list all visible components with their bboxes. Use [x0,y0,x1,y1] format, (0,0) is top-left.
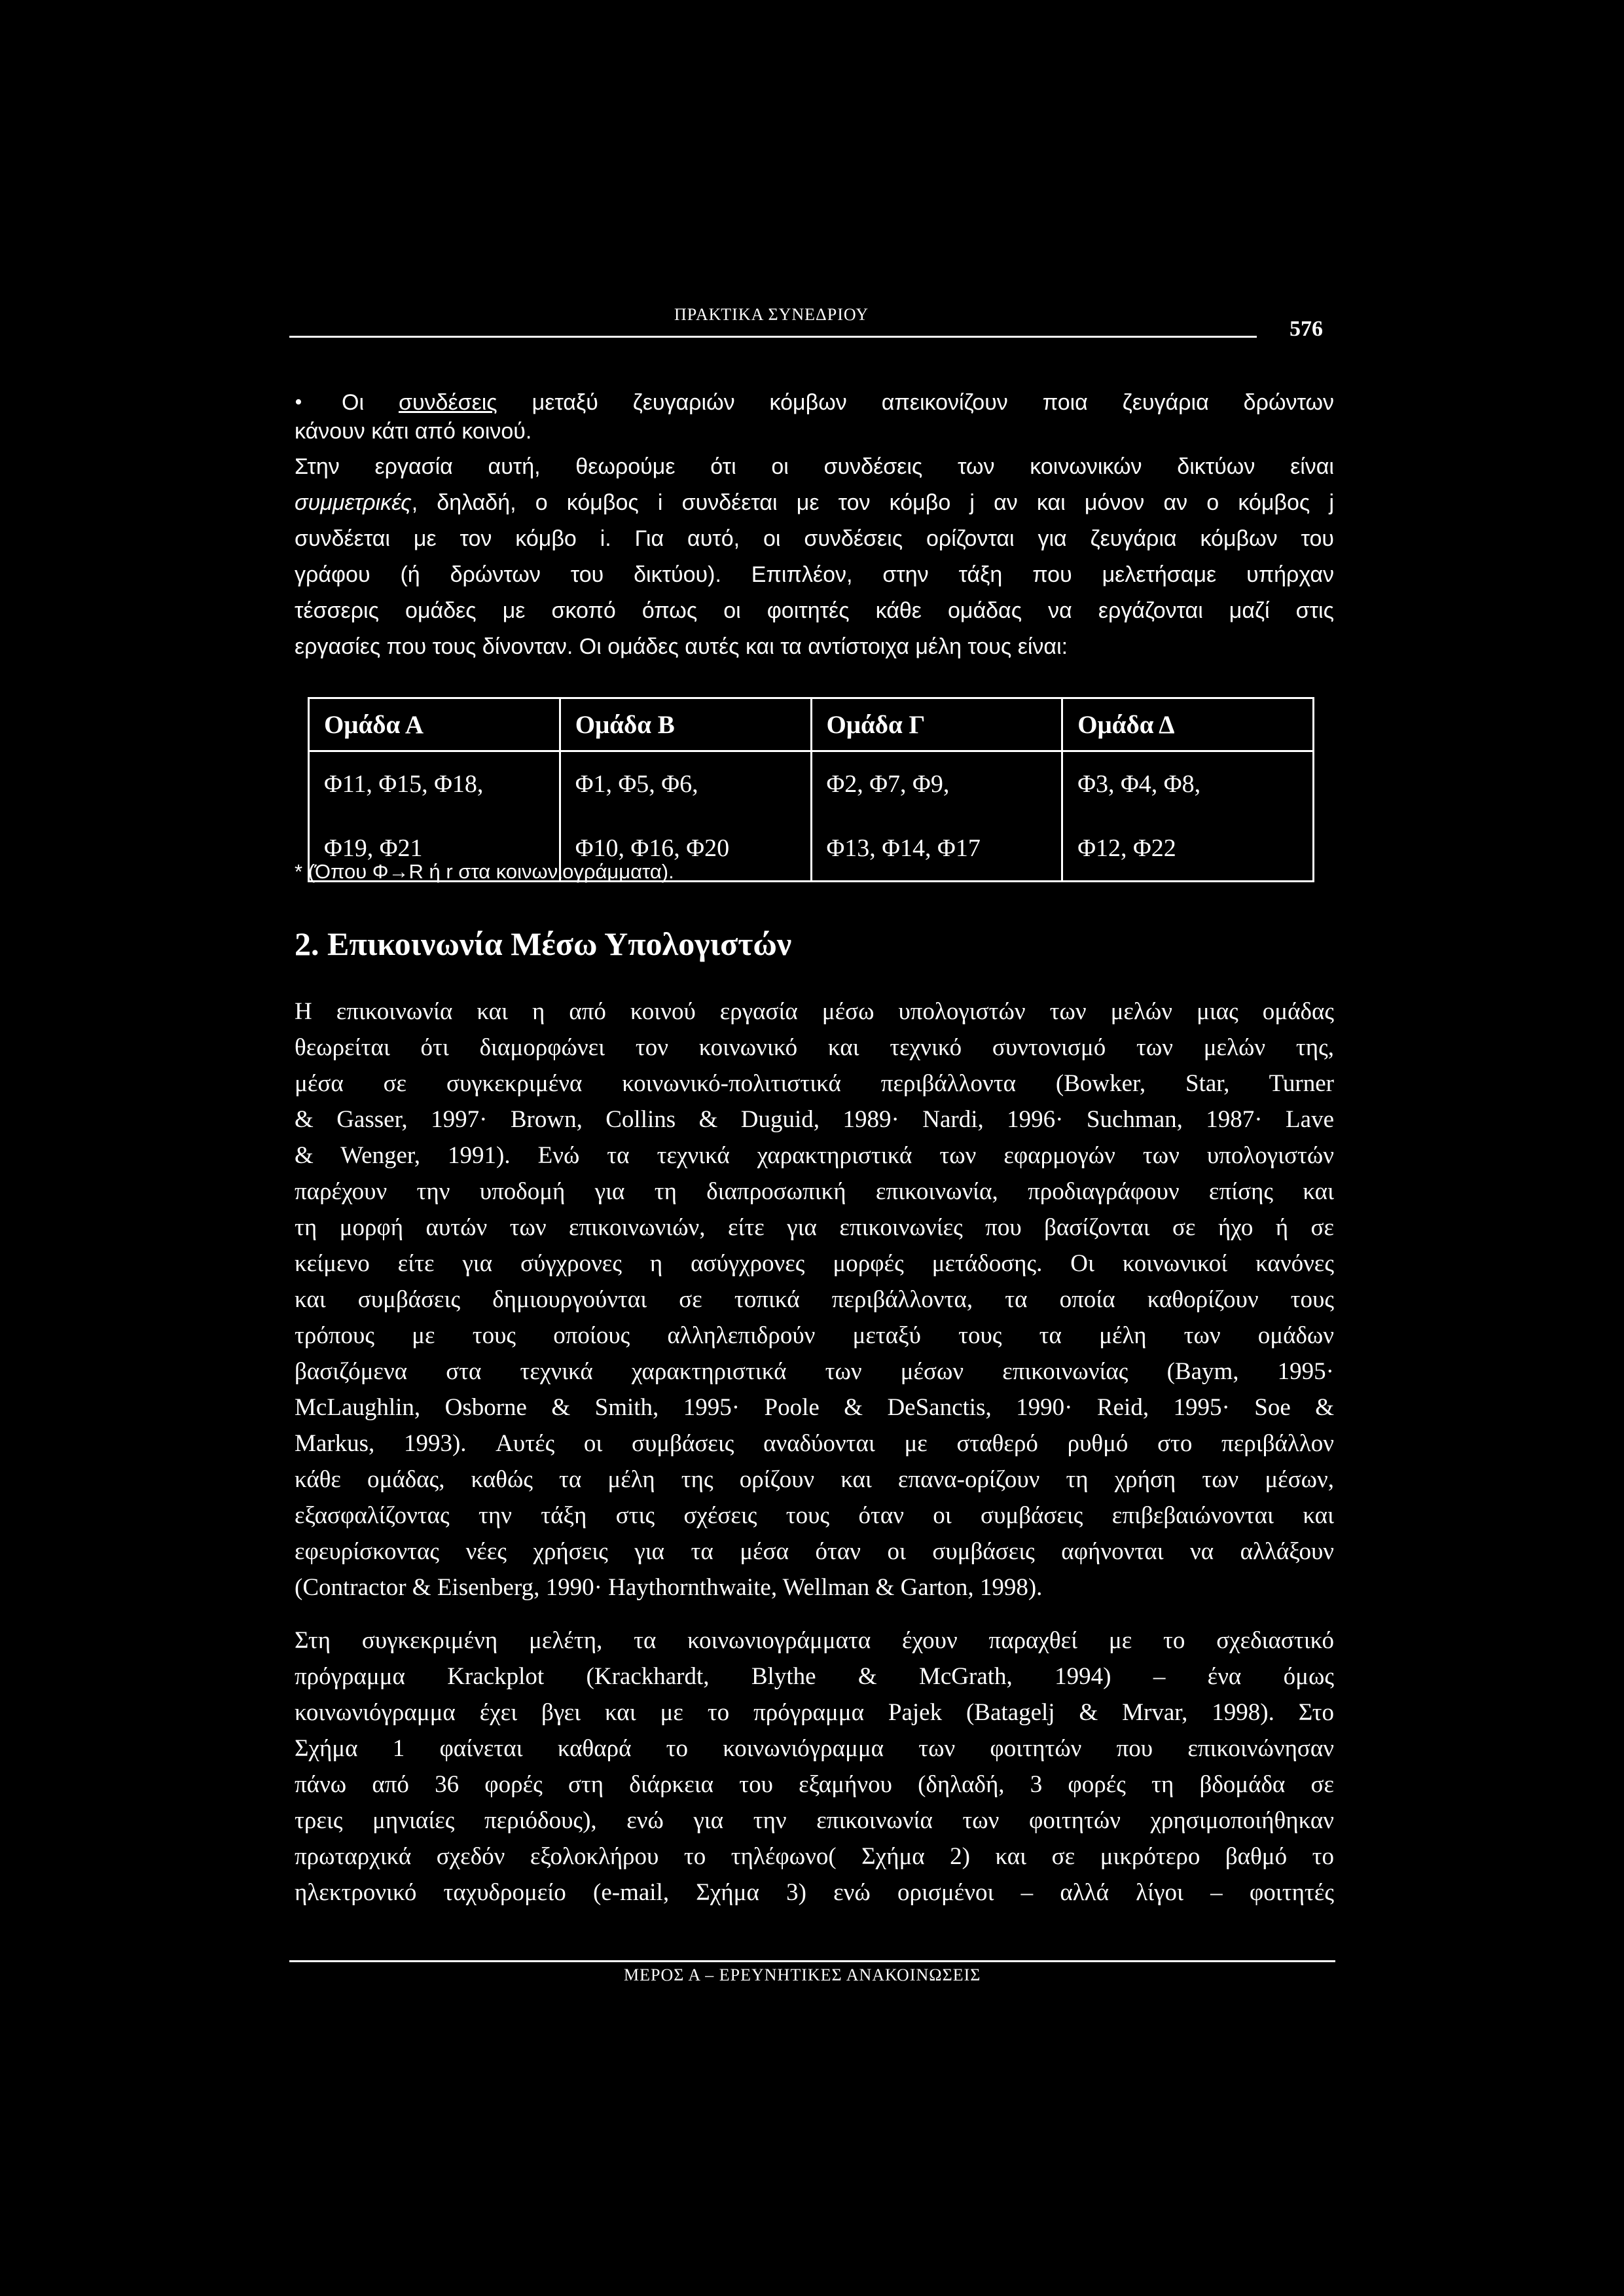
bullet-lead: Οι [342,390,364,415]
cell-line: Φ13, Φ14, Φ17 [826,834,981,862]
page-number: 576 [1290,317,1323,341]
cell-line: Φ2, Φ7, Φ9, [826,770,950,798]
bullet-marker: • [295,390,302,414]
bullet-rest: μεταξύ ζευγαριών κόμβων απεικονίζουν ποια ζευγάρια δρώντων [532,390,1334,415]
intro-line: τέσσερις ομάδες με σκοπό όπως οι φοιτητές κάθε ομάδας να εργάζονται μαζί στις [295,598,1334,623]
intro-line [295,488,1334,517]
paragraph-line: εξασφαλίζοντας την τάξη στις σχέσεις τους όταν οι συμβάσεις επιβεβαιώνονται και [295,1502,1334,1529]
cell-line: Φ10, Φ16, Φ20 [575,834,730,862]
header-rule [289,336,1257,338]
table-header-cell: Ομάδα Δ [1062,698,1314,751]
bullet-continuation: κάνουν κάτι από κοινού. [295,419,532,444]
table-header-cell: Ομάδα Γ [811,698,1062,751]
paragraph-line: βασιζόμενα στα τεχνικά χαρακτηριστικά των μέσων επικοινωνίας (Baym, 1995· [295,1358,1334,1385]
paragraph-line: Η επικοινωνία και η από κοινού εργασία μέσω υπολογιστών των μελών μιας ομάδας [295,998,1334,1025]
intro-line: γράφου (ή δρώντων του δικτύου). Επιπλέον, στην τάξη που μελετήσαμε υπήρχαν [295,562,1334,587]
paragraph-line: Markus, 1993). Αυτές οι συμβάσεις αναδύονται με σταθερό ρυθμό στο περιβάλλον [295,1430,1334,1457]
table-header-cell: Ομάδα Α [309,698,560,751]
italic-term: συμμετρικές [295,490,412,515]
paragraph-line: μέσα σε συγκεκριμένα κοινωνικό-πολιτιστικά περιβάλλοντα (Bowker, Star, Turner [295,1070,1334,1097]
paragraph-line: πάνω από 36 φορές στη διάρκεια του εξαμήνου (δηλαδή, 3 φορές τη βδομάδα σε [295,1771,1334,1798]
intro-line-rest: , δηλαδή, ο κόμβος i συνδέεται με τον κόμβο j αν και μόνον αν ο κόμβος j [411,490,1334,515]
bullet-text [342,388,1334,417]
paragraph-line: ηλεκτρονικό ταχυδρομείο (e-mail, Σχήμα 3) ενώ ορισμένοι – αλλά λίγοι – φοιτητές [295,1879,1334,1906]
intro-line: Στην εργασία αυτή, θεωρούμε ότι οι συνδέσεις των κοινωνικών δικτύων είναι [295,454,1334,479]
intro-line: συνδέεται με τον κόμβο i. Για αυτό, οι συνδέσεις ορίζονται για ζευγάρια κόμβων του [295,526,1334,551]
cell-line: Φ19, Φ21 [324,834,423,862]
paragraph-line: θεωρείται ότι διαμορφώνει τον κοινωνικό και τεχνικό συντονισμό των μελών της, [295,1034,1334,1061]
table-header-row [309,698,1314,751]
paragraph-line: κείμενο είτε για σύγχρονες η ασύγχρονες μορφές μετάδοσης. Οι κοινωνικοί κανόνες [295,1250,1334,1277]
groups-table [308,697,1314,882]
paragraph-line: & Wenger, 1991). Ενώ τα τεχνικά χαρακτηριστικά των εφαρμογών των υπολογιστών [295,1142,1334,1169]
running-header: ΠΡΑΚΤΙΚΑ ΣΥΝΕΔΡΙΟΥ [674,305,869,324]
table-note: * (Όπου Φ→R ή r στα κοινωνιογράμματα). [295,860,674,883]
paragraph-line: πρωταρχικά σχεδόν εξολοκλήρου το τηλέφωνο( Σχήμα 2) και σε μικρότερο βαθμό το [295,1843,1334,1870]
table-cell [811,751,1062,882]
paragraph-line: κάθε ομάδας, καθώς τα μέλη της ορίζουν και επανα-ορίζουν τη χρήση των μέσων, [295,1466,1334,1493]
paragraph-line: τρεις μηνιαίες περιόδους), ενώ για την επικοινωνία των φοιτητών χρησιμοποιήθηκαν [295,1807,1334,1834]
table-cell [1062,751,1314,882]
cell-line: Φ1, Φ5, Φ6, [575,770,698,798]
cell-line: Φ3, Φ4, Φ8, [1077,770,1201,798]
paragraph-line: και συμβάσεις δημιουργούνται σε τοπικά περιβάλλοντα, τα οποία καθορίζουν τους [295,1286,1334,1313]
section-heading: 2. Επικοινωνία Μέσω Υπολογιστών [295,925,792,962]
table-header-cell: Ομάδα Β [560,698,811,751]
paragraph-line: Σχήμα 1 φαίνεται καθαρά το κοινωνιόγραμμα των φοιτητών που επικοινώνησαν [295,1735,1334,1762]
bullet-underlined-term: συνδέσεις [398,390,497,415]
cell-line: Φ12, Φ22 [1077,834,1176,862]
paragraph-line: παρέχουν την υποδομή για τη διαπροσωπική επικοινωνία, προδιαγράφουν επίσης και [295,1178,1334,1205]
footer-rule [289,1960,1335,1962]
paragraph-line: McLaughlin, Osborne & Smith, 1995· Poole & DeSanctis, 1990· Reid, 1995· Soe & [295,1394,1334,1421]
paragraph-line: Στη συγκεκριμένη μελέτη, τα κοινωνιογράμματα έχουν παραχθεί με το σχεδιαστικό [295,1627,1334,1654]
paragraph-line: εφευρίσκοντας νέες χρήσεις για τα μέσα όταν οι συμβάσεις αφήνονται να αλλάξουν [295,1538,1334,1565]
cell-line: Φ11, Φ15, Φ18, [324,770,484,798]
paragraph-line: τρόπους με τους οποίους αλληλεπιδρούν μεταξύ τους τα μέλη των ομάδων [295,1322,1334,1349]
paragraph-line: & Gasser, 1997· Brown, Collins & Duguid, 1989· Nardi, 1996· Suchman, 1987· Lave [295,1106,1334,1133]
paragraph-line: πρόγραμμα Krackplot (Krackhardt, Blythe & McGrath, 1994) – ένα όμως [295,1663,1334,1690]
paragraph-line: (Contractor & Eisenberg, 1990· Haythornthwaite, Wellman & Garton, 1998). [295,1574,1043,1601]
paragraph-line: κοινωνιόγραμμα έχει βγει και με το πρόγραμμα Pajek (Batagelj & Mrvar, 1998). Στο [295,1699,1334,1726]
running-footer: ΜΕΡΟΣ Α – ΕΡΕΥΝΗΤΙΚΕΣ ΑΝΑΚΟΙΝΩΣΕΙΣ [624,1965,981,1984]
intro-line: εργασίες που τους δίνονταν. Οι ομάδες αυτές και τα αντίστοιχα μέλη τους είναι: [295,634,1068,659]
paragraph-line: τη μορφή αυτών των επικοινωνιών, είτε για επικοινωνίες που βασίζονται σε ήχο ή σε [295,1214,1334,1241]
